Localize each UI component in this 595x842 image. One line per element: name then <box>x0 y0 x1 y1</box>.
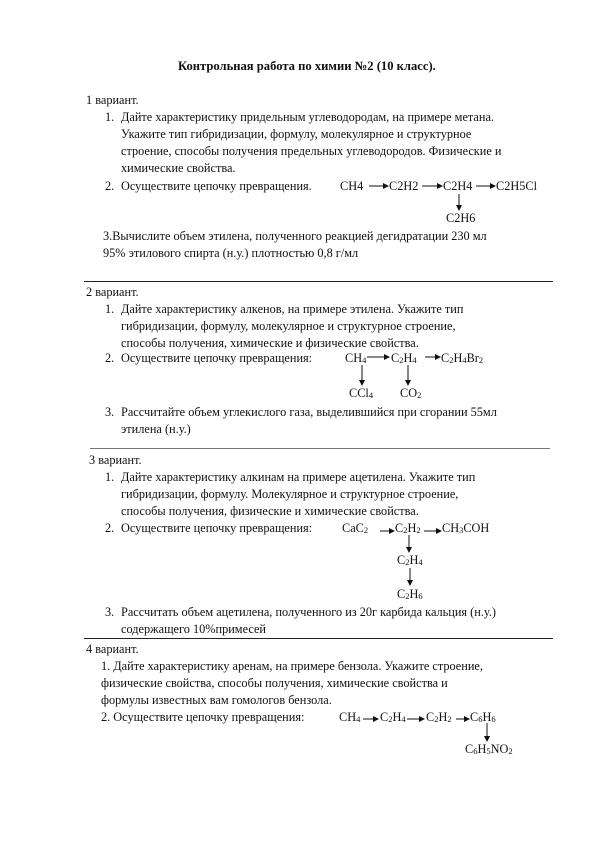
v1-chain-c2h5cl: C2H5Cl <box>496 179 537 193</box>
v3-q3-line-1: Рассчитать объем ацетилена, полученного из 20г карбида кальция (н.у.) <box>121 605 496 619</box>
v4-q1-line-2: физические свойства, способы получения, химические свойства и <box>101 676 448 690</box>
v4-q1-line-3: формулы известных вам гомологов бензола. <box>101 693 332 707</box>
v2-q2-number: 2. <box>105 351 115 365</box>
v4-q1-line-1: 1. Дайте характеристику аренам, на примере бензола. Укажите строение, <box>101 659 483 673</box>
v1-chain-c2h4: C2H4 <box>443 179 473 193</box>
v2-chain-co2: $CO_2$ <box>400 386 422 400</box>
v1-q1-line-1: Дайте характеристику придельным углеводородам, на примере метана. <box>121 110 495 124</box>
v1-q2-text: Осуществите цепочку превращения. <box>121 179 312 193</box>
v2-chain-c2h4br2: $C_2H_4Br_2$ <box>441 351 484 365</box>
v3-chain-cac2: CaC$_2$ <box>342 521 369 535</box>
divider-3 <box>84 638 553 639</box>
v2-q3-number: 3. <box>105 405 115 419</box>
v4-chain-c2h4: $C_2H_4$ <box>380 710 406 724</box>
v1-chain-c2h6: C2H6 <box>446 211 476 225</box>
v3-chain-ch3coh: $CH_3COH$ <box>442 521 490 535</box>
v3-q2-text: Осуществите цепочку превращения: <box>121 521 313 535</box>
v3-chain-c2h2: $C_2H_2$ <box>395 521 421 535</box>
v1-chain-ch4: CH4 <box>340 179 364 193</box>
variant-3-heading: 3 вариант. <box>89 453 142 467</box>
v2-q3-line-1: Рассчитайте объем углекислого газа, выделившийся при сгорании 55мл <box>121 405 497 419</box>
v2-q1-line-3: способы получения, химические и физические свойства. <box>121 336 419 350</box>
v3-q1-line-1: Дайте характеристику алкинам на примере ацетилена. Укажите тип <box>121 470 476 484</box>
v2-q1-number: 1. <box>105 302 115 316</box>
v2-q2-text: Осуществите цепочку превращения: <box>121 351 313 365</box>
variant-1-heading: 1 вариант. <box>86 93 139 107</box>
v1-q2-number: 2. <box>105 179 115 193</box>
v4-chain-ch4: $CH_4$ <box>339 710 361 724</box>
v4-chain-c6h5no2: $C_6H_5NO_2$ <box>465 742 513 756</box>
v1-q3-line-1: 3.Вычислите объем этилена, полученного реакцией дегидратации 230 мл <box>103 229 487 243</box>
divider-2 <box>90 448 550 449</box>
v2-chain-ccl4: CCl$_4$ <box>349 386 374 400</box>
v3-chain-c2h6: $C_2H_6$ <box>397 587 423 601</box>
v2-chain-c2h4: $C_2H_4$ <box>391 351 417 365</box>
v1-q1-line-2: Укажите тип гибридизации, формулу, молекулярное и структурное <box>121 127 472 141</box>
page-title: Контрольная работа по химии №2 (10 класс). <box>178 59 436 73</box>
v4-chain-c2h2: $C_2H_2$ <box>426 710 452 724</box>
v1-q1-line-4: химические свойства. <box>121 161 236 175</box>
v3-chain-c2h4: $C_2H_4$ <box>397 553 423 567</box>
variant-2-heading: 2 вариант. <box>86 285 139 299</box>
v1-chain-c2h2: C2H2 <box>389 179 419 193</box>
v2-chain-ch4: $CH_4$ <box>345 351 367 365</box>
v1-q1-line-3: строение, способы получения предельных углеводородов. Физические и <box>121 144 502 158</box>
divider-1 <box>84 281 553 282</box>
v2-q3-line-2: этилена (н.у.) <box>121 422 191 436</box>
v3-q1-number: 1. <box>105 470 115 484</box>
v3-q1-line-3: способы получения, физические и химические свойства. <box>121 504 419 518</box>
v1-q3-line-2: 95% этилового спирта (н.у.) плотностью 0,8 г/мл <box>103 246 359 260</box>
variant-4-heading: 4 вариант. <box>86 642 139 656</box>
v4-chain-c6h6: $C_6H_6$ <box>470 710 496 724</box>
v2-q1-line-2: гибридизации, формулу, молекулярное и структурное строение, <box>121 319 456 333</box>
v3-q2-number: 2. <box>105 521 115 535</box>
v3-q1-line-2: гибридизации, формулу. Молекулярное и структурное строение, <box>121 487 459 501</box>
v1-q1-number: 1. <box>105 110 115 124</box>
v3-q3-line-2: содержащего 10%примесей <box>121 622 266 636</box>
v2-q1-line-1: Дайте характеристику алкенов, на примере этилена. Укажите тип <box>121 302 464 316</box>
v4-q2-text: 2. Осуществите цепочку превращения: <box>101 710 305 724</box>
v3-q3-number: 3. <box>105 605 115 619</box>
